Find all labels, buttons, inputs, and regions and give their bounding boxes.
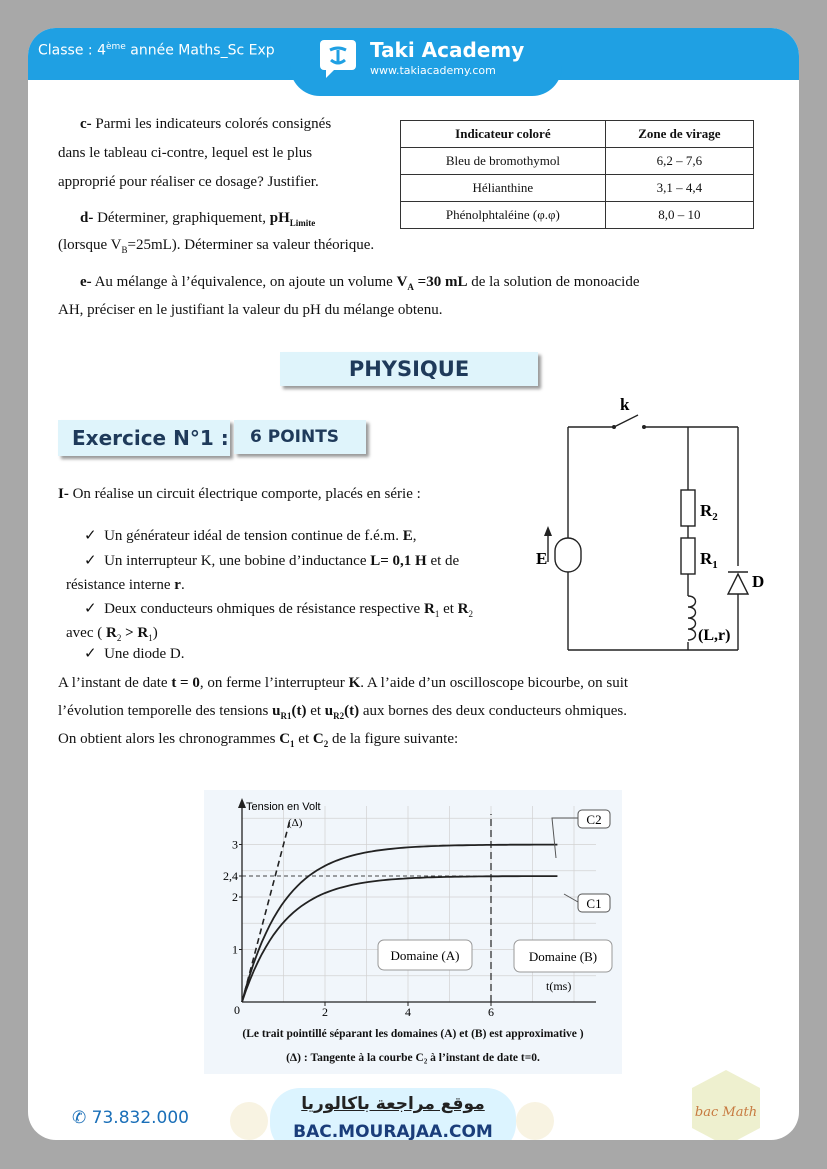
table-cell: Phénolphtaléine (φ.φ) [401,202,606,229]
y-tick-label: 2 [232,890,238,904]
bac-math-text: bac Math [694,1105,758,1120]
table-cell: 8,0 – 10 [605,202,753,229]
list-item-continued: résistance interne r. [66,577,185,593]
x-tick-label: 6 [488,1005,494,1019]
legend-c2: C2 [586,812,602,827]
legend-c1: C1 [586,896,602,911]
emf-arrow-head [544,526,552,536]
site-badge[interactable] [270,1088,516,1140]
physics-intro: I- On réalise un circuit électrique comporte, placés en série : [58,486,421,502]
y-tick-label: 2,4 [223,869,238,883]
question-e-line2: AH, préciser en le justifiant la valeur du pH du mélange obtenu. [58,302,443,318]
question-c-line3: approprié pour réaliser ce dosage? Justifier. [58,174,319,190]
switch-contact [612,425,616,429]
domain-a-label: Domaine (A) [390,948,460,963]
generator-symbol [555,538,581,572]
table-cell: 6,2 – 7,6 [605,148,753,175]
list-item: ✓ Un interrupteur K, une bobine d’inductance L= 0,1 H et de [84,553,460,569]
footer-phone[interactable]: ✆ 73.832.000 [72,1108,189,1128]
brand-name: Taki Academy [370,38,525,62]
domain-b-label: Domaine (B) [528,949,598,964]
switch-contact [642,425,646,429]
label-r1: $R_1$ [700,549,718,571]
label-e: E [536,549,548,568]
y-tick-label: 3 [232,837,238,852]
site-arabic: موقع مراجعة باكالوريا [301,1094,485,1114]
switch-lever [614,415,638,427]
table-row [401,202,754,229]
table-cell: Hélianthine [401,175,606,202]
phone-icon: ✆ [72,1108,92,1128]
list-item: ✓ Un générateur idéal de tension continue de f.é.m. E, [84,528,417,544]
label-r2: $R_2$ [700,501,718,523]
y-axis-label: Tension en Volt [246,801,321,813]
x-tick-label: 2 [322,1005,328,1019]
label-k: k [620,395,630,414]
y-tick-label: 1 [232,942,238,957]
label-d: D [752,572,765,591]
x-tick-label: 4 [405,1005,411,1019]
question-d-line2: (lorsque $V_B=25mL$). Déterminer sa valeur théorique. [58,237,375,255]
chart-caption-1: (Le trait pointillé séparant les domaines (A) et (B) est approximative ) [242,1028,584,1040]
question-d-line1: d- Déterminer, graphiquement, $pH_{Limite}$ [80,210,316,228]
question-c-line2: dans le tableau ci-contre, lequel est le plus [58,145,313,161]
tangent-label: (Δ) [288,817,303,829]
list-item-continued: avec ( $R_2 > R_1$) [66,625,158,643]
list-item: ✓ Une diode D. [84,646,185,662]
exam-page [28,28,799,1140]
chart-caption-box [204,1020,622,1074]
chronogram-chart [204,790,622,1020]
x-axis-label: t(ms) [546,979,572,993]
section-title-physique: PHYSIQUE [280,352,538,386]
physics-paragraph-2: l’évolution temporelle des tensions $u_{R1}(t)$ et $u_{R2}(t)$ aux bornes des deux conducteurs ohmiques. [58,703,627,721]
question-c-line1: c- Parmi les indicateurs colorés consignés [80,116,332,132]
resistor-r1 [681,538,695,574]
table-header-row [401,121,754,148]
class-label: Classe : 4ème année Maths_Sc Exp [38,42,275,59]
brand-logo[interactable] [290,28,562,96]
site-url[interactable]: BAC.MOURAJAA.COM [293,1122,493,1140]
question-e-line1: e- Au mélange à l’équivalence, on ajoute un volume $V_A =30$ mL de la solution de monoacide [80,274,640,292]
physics-paragraph-3: On obtient alors les chronogrammes $C_1$ et $C_2$ de la figure suivante: [58,731,459,749]
brand-url: www.takiacademy.com [370,64,496,77]
bac-logo-left-icon [230,1102,268,1140]
table-row [401,148,754,175]
table-cell: Bleu de bromothymol [401,148,606,175]
physics-paragraph-1: A l’instant de date t = 0, on ferme l’interrupteur K. A l’aide d’un oscilloscope bicourbe, on suit [58,675,629,691]
exercise-points: 6 POINTS [234,420,366,454]
chart-caption-2: (Δ) : Tangente à la courbe C₂ à l’instant de date t=0. [286,1052,540,1064]
table-header: Indicateur coloré [401,121,606,148]
table-row [401,175,754,202]
list-item: ✓ Deux conducteurs ohmiques de résistance respective $R_1$ et $R_2$ [84,601,473,619]
indicator-table [400,120,754,229]
table-header: Zone de virage [605,121,753,148]
table-cell: 3,1 – 4,4 [605,175,753,202]
exercise-title: Exercice N°1 : [58,420,230,456]
origin-label: 0 [234,1003,240,1017]
taki-logo-icon [316,36,360,80]
circuit-diagram [528,390,768,654]
resistor-r2 [681,490,695,526]
bac-math-logo [686,1068,766,1140]
bac-logo-right-icon [516,1102,554,1140]
label-coil: (L,r) [698,627,731,644]
